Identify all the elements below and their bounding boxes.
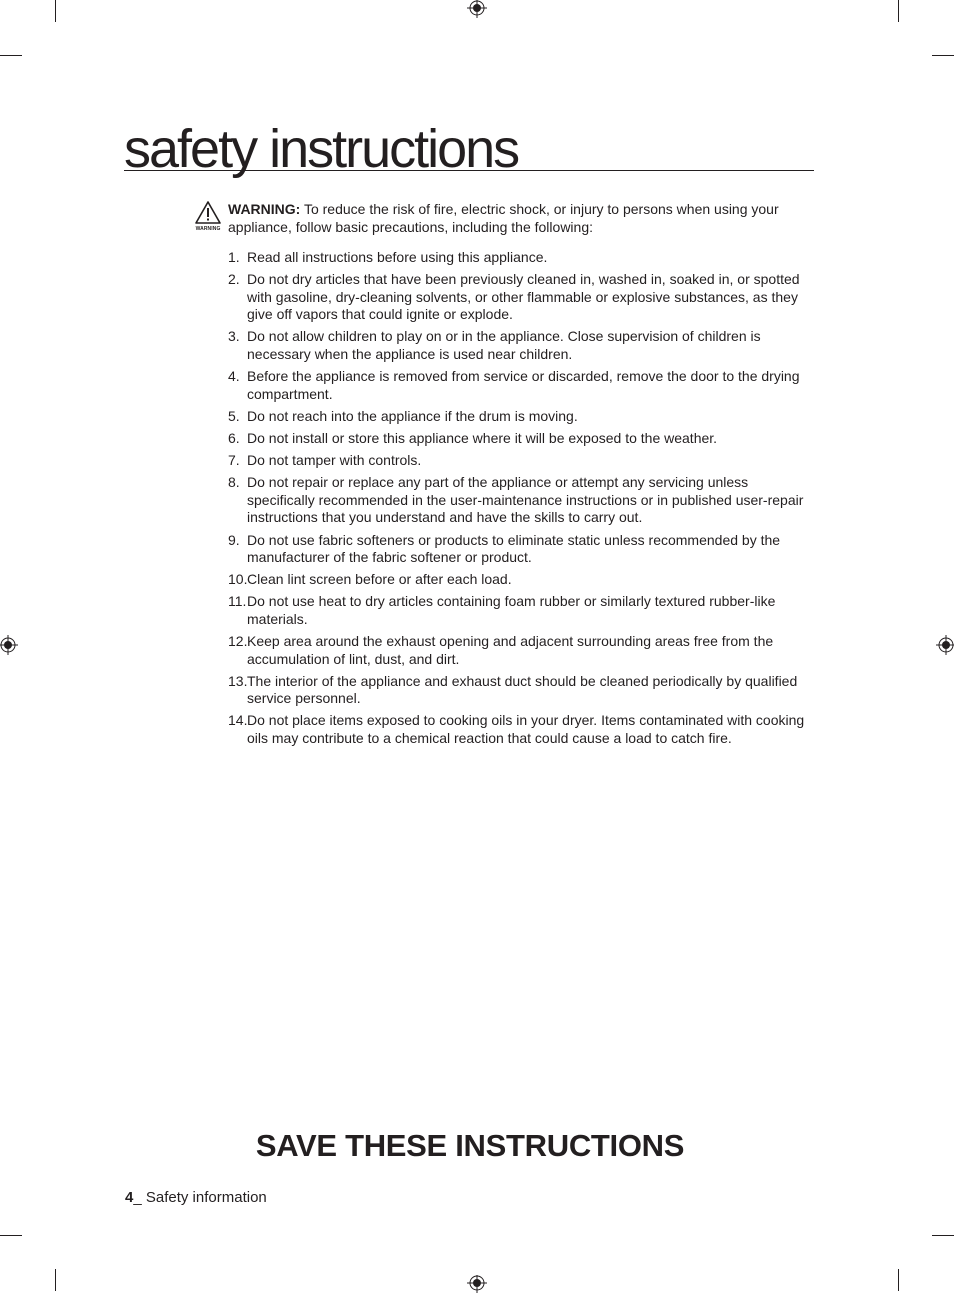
warning-label: WARNING: [228, 201, 301, 217]
crop-mark [898, 0, 899, 22]
item-text: Read all instructions before using this appliance. [247, 249, 548, 265]
item-text: Do not tamper with controls. [247, 452, 422, 469]
page-number: 4 [125, 1189, 134, 1206]
item-number: 10. [228, 571, 248, 588]
item-number: 6. [228, 429, 240, 446]
list-item [228, 430, 818, 448]
list-item [228, 328, 818, 363]
item-number: 5. [228, 407, 240, 424]
list-item [228, 712, 818, 747]
list-item [228, 452, 818, 470]
registration-mark-icon [934, 635, 954, 655]
item-text: Clean lint screen before or after each load. [247, 571, 512, 588]
warning-icon-label: WARNING [195, 226, 221, 232]
item-text: Do not allow children to play on or in the appliance. Close supervision of children is necessary when the appliance is used near children. [247, 328, 761, 362]
item-text: Keep area around the exhaust opening and adjacent surrounding areas free from the accumulation of lint, dust, and dirt. [247, 633, 774, 667]
crop-mark [932, 1235, 954, 1236]
crop-mark [55, 0, 56, 22]
item-number: 7. [228, 452, 240, 469]
list-item [228, 368, 818, 403]
item-number: 11. [228, 593, 247, 610]
list-item [228, 474, 818, 527]
item-number: 12. [228, 633, 248, 650]
registration-mark-icon [467, 0, 487, 20]
item-text: Do not use fabric softeners or products to eliminate static unless recommended by the manufacturer of the fabric softener or product. [247, 531, 781, 565]
item-text: Do not place items exposed to cooking oils in your dryer. Items contaminated with cooking oils may contribute to a chemical reaction that could cause a load to catch fire. [247, 712, 805, 746]
item-number: 13. [228, 672, 248, 689]
warning-triangle-icon [190, 200, 226, 236]
instructions-list [228, 249, 818, 752]
crop-mark [55, 1269, 56, 1291]
list-item [228, 271, 818, 324]
item-text: Do not repair or replace any part of the appliance or attempt any servicing unless specifically recommended in the user-maintenance instructions or in published user-repair instructions that you understand and have the skills to carry out. [247, 474, 804, 526]
list-item [228, 571, 818, 589]
list-item [228, 593, 818, 628]
crop-mark [0, 1235, 22, 1236]
registration-mark-icon [467, 1273, 487, 1293]
item-text: Do not reach into the appliance if the drum is moving. [247, 407, 578, 424]
item-text: Before the appliance is removed from service or discarded, remove the door to the drying compartment. [247, 368, 800, 402]
list-item [228, 673, 818, 708]
item-text: Do not dry articles that have been previously cleaned in, washed in, soaked in, or spotted with gasoline, dry-cleaning solvents, or other flammable or explosive substances, as they give off vapors that could ignite or explode. [247, 271, 800, 323]
item-number: 3. [228, 328, 240, 345]
list-item [228, 408, 818, 426]
registration-mark-icon [0, 635, 20, 655]
item-number: 4. [228, 368, 240, 385]
item-number: 14. [228, 712, 248, 729]
crop-mark [898, 1269, 899, 1291]
item-number: 1. [228, 249, 240, 265]
item-text: The interior of the appliance and exhaust duct should be cleaned periodically by qualified service personnel. [247, 672, 798, 707]
item-text: Do not use heat to dry articles containing foam rubber or similarly textured rubber-like materials. [247, 593, 776, 627]
footer-section: _ Safety information [133, 1189, 267, 1206]
crop-mark [932, 55, 954, 56]
item-number: 2. [228, 271, 240, 288]
list-item [228, 633, 818, 668]
list-item [228, 249, 818, 267]
item-text: Do not install or store this appliance where it will be exposed to the weather. [247, 429, 718, 446]
crop-mark [0, 55, 22, 56]
page-title-bar [124, 118, 814, 179]
page-footer [125, 1189, 267, 1206]
warning-body: To reduce the risk of fire, electric shock, or injury to persons when using your appliance, follow basic precautions, including the following: [228, 201, 779, 235]
page-title: safety instructions [124, 119, 519, 179]
warning-text [228, 200, 808, 236]
item-number: 9. [228, 531, 240, 548]
save-instructions-heading: SAVE THESE INSTRUCTIONS [255, 1128, 685, 1163]
list-item [228, 532, 818, 567]
item-number: 8. [228, 474, 240, 491]
